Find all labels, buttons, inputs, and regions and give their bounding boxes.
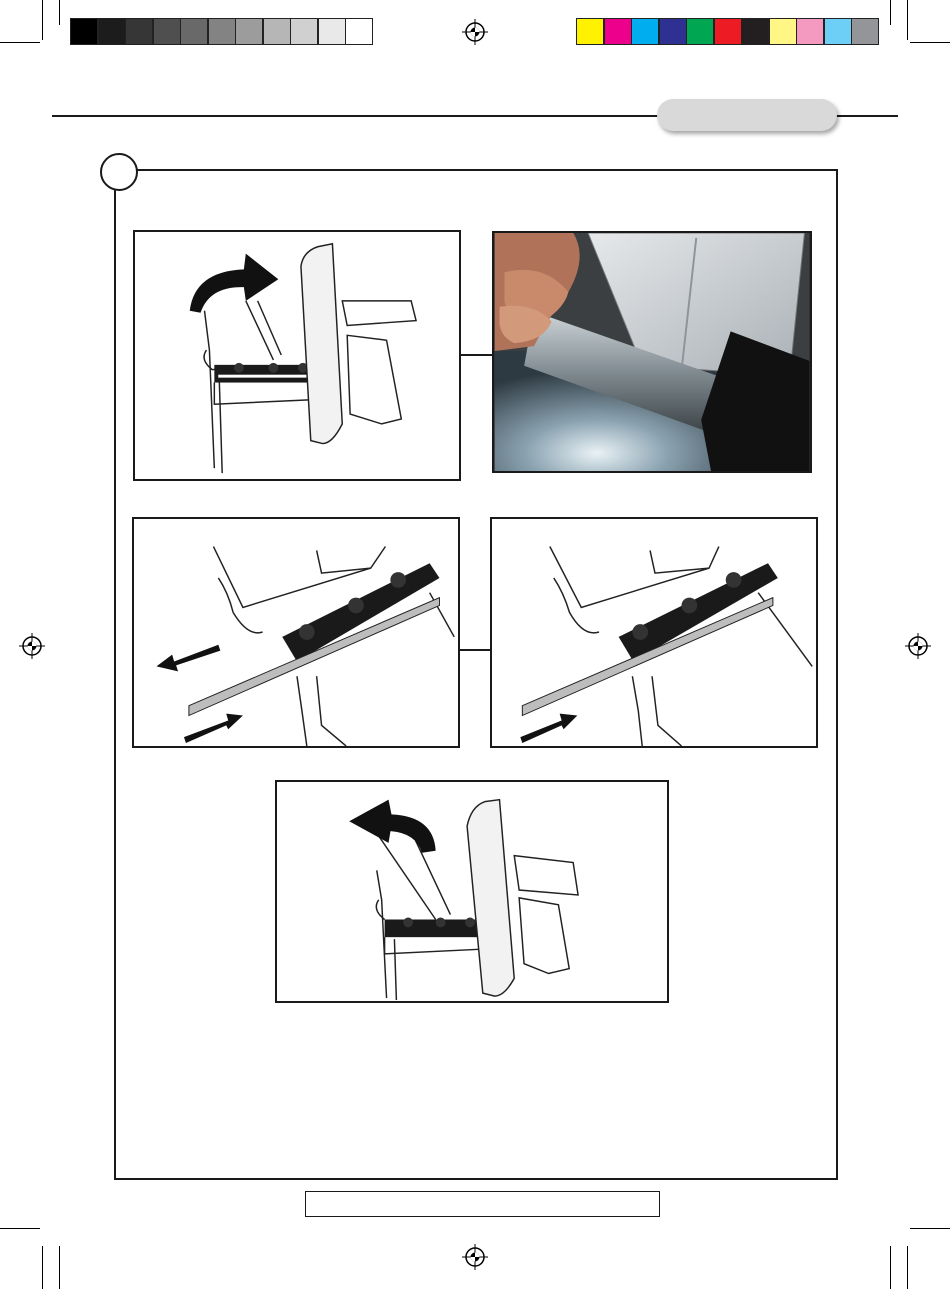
color-swatch (741, 18, 769, 45)
grayscale-swatch (345, 18, 373, 45)
grayscale-swatch (290, 18, 318, 45)
grayscale-swatch (263, 18, 291, 45)
grayscale-swatch (70, 18, 98, 45)
grayscale-swatch (180, 18, 208, 45)
illustration-panel-4 (490, 517, 818, 748)
crop-mark-bottom-right-v (907, 1246, 908, 1289)
photo-panel-2 (492, 231, 812, 473)
crop-mark-top-right-h (910, 42, 950, 43)
panel-connector-middle (459, 649, 491, 651)
illustration-panel-1 (133, 230, 461, 481)
footer-box (305, 1191, 660, 1217)
color-swatch (769, 18, 797, 45)
grayscale-swatch (235, 18, 263, 45)
curved-arrow-icon (190, 254, 279, 313)
grayscale-swatch (125, 18, 153, 45)
crop-mark-bottom-left-h (0, 1228, 40, 1229)
crop-mark-top-left-h (0, 42, 40, 43)
crop-mark-bottom-right-v2 (890, 1246, 891, 1289)
panel-connector-top (460, 354, 492, 356)
registration-mark-icon (905, 633, 931, 659)
color-swatch (631, 18, 659, 45)
registration-mark-icon (19, 633, 45, 659)
color-swatch (851, 18, 879, 45)
grayscale-swatch (153, 18, 181, 45)
crop-mark-bottom-left-v (42, 1246, 43, 1289)
crop-mark-top-left-v (42, 0, 43, 40)
color-swatch (604, 18, 632, 45)
crop-mark-bottom-left-v2 (59, 1246, 60, 1289)
straight-arrow-icon (520, 714, 577, 743)
illustration-panel-5 (275, 780, 669, 1003)
crop-mark-top-left-v2 (59, 0, 60, 25)
grayscale-swatch (318, 18, 346, 45)
crop-mark-bottom-right-h (910, 1228, 950, 1229)
color-swatch (714, 18, 742, 45)
color-swatch (796, 18, 824, 45)
registration-mark-icon (462, 1244, 488, 1270)
color-swatch (686, 18, 714, 45)
crop-mark-top-right-v (907, 0, 908, 40)
illustration-panel-3 (132, 517, 460, 748)
color-swatch (659, 18, 687, 45)
crop-mark-top-right-v2 (890, 0, 891, 25)
color-swatch (824, 18, 852, 45)
color-swatch (576, 18, 604, 45)
grayscale-swatch (98, 18, 126, 45)
header-tab (657, 99, 837, 131)
registration-mark-icon (462, 19, 488, 45)
circle-icon (99, 152, 139, 192)
curved-arrow-icon (349, 800, 435, 853)
grayscale-swatch (208, 18, 236, 45)
